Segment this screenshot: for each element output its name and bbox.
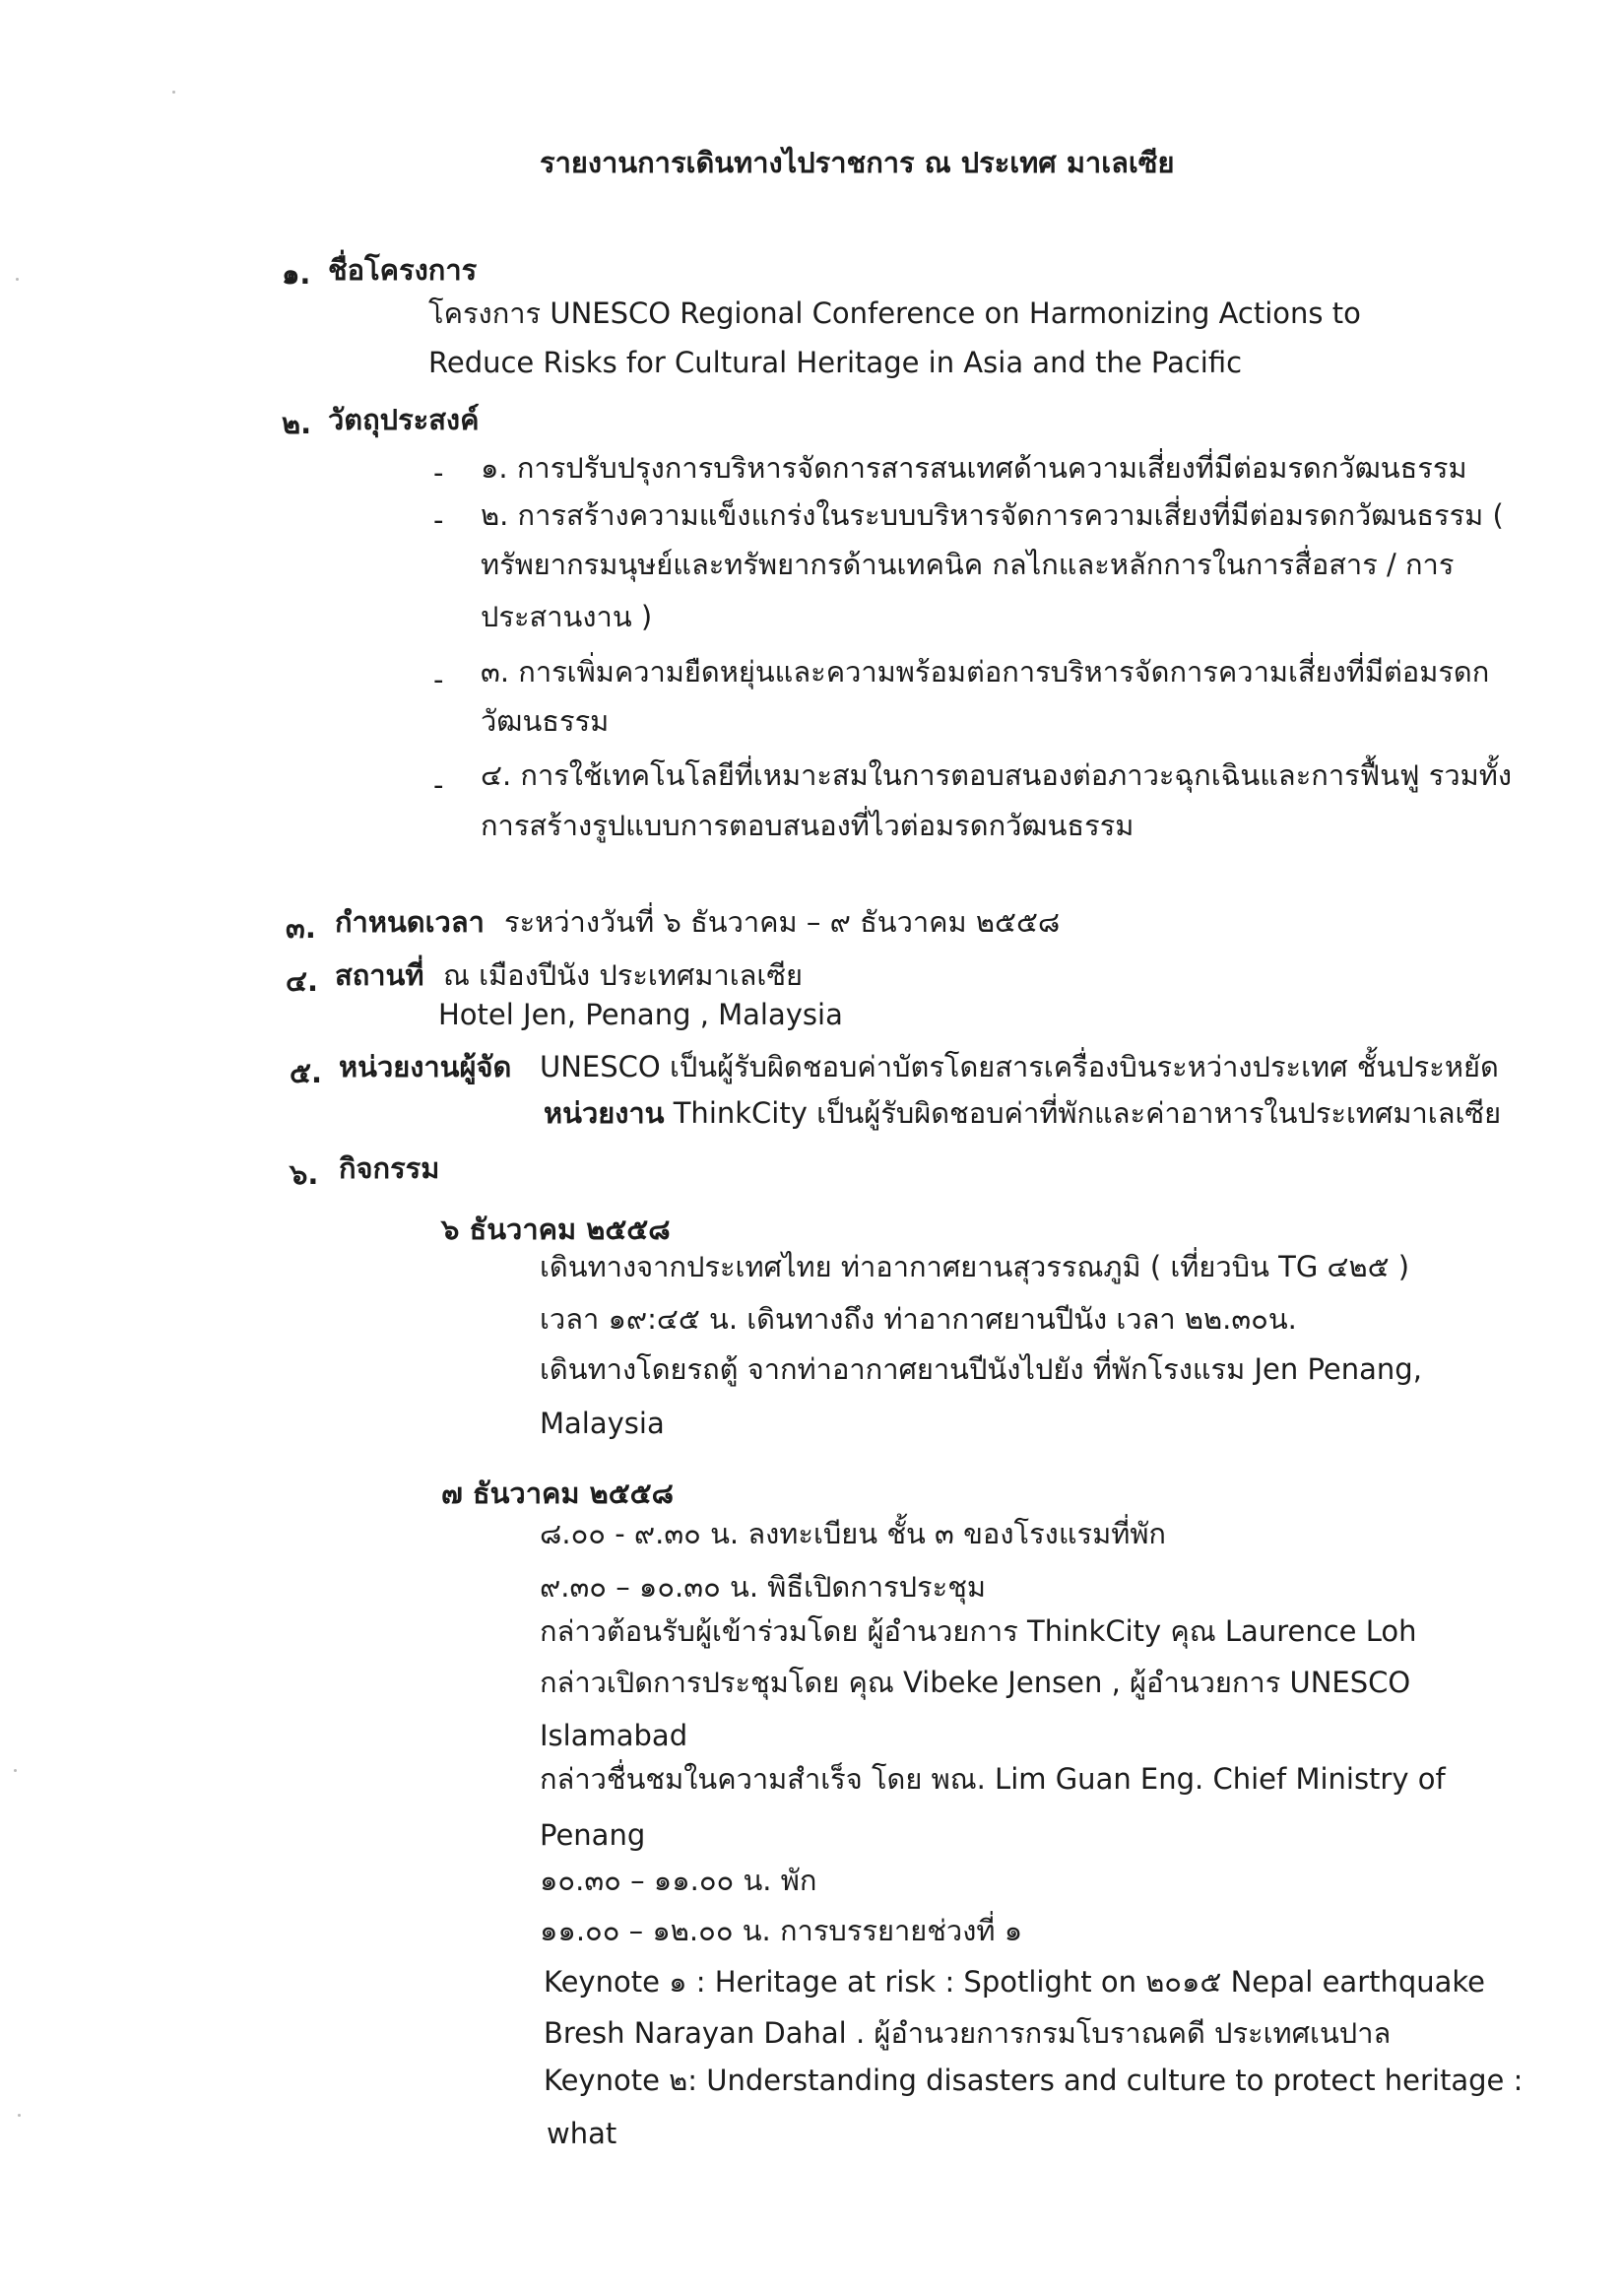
schedule-dates: ระหว่างวันที่ ๖ ธันวาคม – ๙ ธันวาคม ๒๕๕๘ [504, 905, 1061, 939]
objective-4-line-2: การสร้างรูปแบบการตอบสนองที่ไวต่อมรดกวัฒนธรรม [481, 809, 1135, 842]
objective-3-line-2: วัฒนธรรม [481, 704, 610, 738]
objective-3-line-1: ๓. การเพิ่มความยืดหยุ่นและความพร้อมต่อการบริหารจัดการความเสี่ยงที่มีต่อมรดก [481, 655, 1490, 689]
section-5-number: ๕. [290, 1056, 322, 1089]
day-2-date: ๗ ธันวาคม ๒๕๕๘ [441, 1476, 674, 1510]
day-1-line-4: Malaysia [540, 1407, 665, 1440]
document-title: รายงานการเดินทางไปราชการ ณ ประเทศ มาเลเซีย [540, 146, 1175, 179]
objective-2-line-1: ๒. การสร้างความแข็งแกร่งในระบบบริหารจัดการความเสี่ยงที่มีต่อมรดกวัฒนธรรม ( [481, 498, 1504, 532]
section-5-heading: หน่วยงานผู้จัด [339, 1050, 512, 1083]
objective-1: ๑. การปรับปรุงการบริหารจัดการสารสนเทศด้านความเสี่ยงที่มีต่อมรดกวัฒนธรรม [481, 451, 1467, 485]
organizer-unesco: UNESCO เป็นผู้รับผิดชอบค่าบัตรโดยสารเครื่องบินระหว่างประเทศ ชั้นประหยัด [540, 1050, 1499, 1083]
bullet-dash: - [433, 768, 444, 802]
scan-speck [18, 2114, 21, 2117]
day-2-line-6: กล่าวชื่นชมในความสำเร็จ โดย พณ. Lim Guan Eng. Chief Ministry of [540, 1762, 1446, 1796]
day-1-line-1: เดินทางจากประเทศไทย ท่าอากาศยานสุวรรณภูมิ ( เที่ยวบิน TG ๔๒๕ ) [540, 1250, 1410, 1283]
day-2-line-12: Keynote ๒: Understanding disasters and culture to protect heritage : [544, 2064, 1524, 2097]
bullet-dash: - [433, 663, 444, 696]
section-1-number: ๑. [282, 257, 311, 291]
bullet-dash: - [433, 503, 444, 537]
objective-2-line-2: ทรัพยากรมนุษย์และทรัพยากรด้านเทคนิค กลไกและหลักการในการสื่อสาร / การ [481, 548, 1455, 581]
venue: ณ เมืองปีนัง ประเทศมาเลเซีย [443, 958, 804, 992]
section-6-number: ๖. [290, 1157, 319, 1191]
section-2-number: ๒. [282, 407, 312, 440]
organizer-thinkcity-text: ThinkCity เป็นผู้รับผิดชอบค่าที่พักและค่าอาหารในประเทศมาเลเซีย [664, 1096, 1502, 1130]
bullet-dash: - [433, 456, 444, 490]
section-4-heading: สถานที่ [335, 958, 424, 992]
day-2-line-10: Keynote ๑ : Heritage at risk : Spotlight on ๒๐๑๕ Nepal earthquake [544, 1965, 1486, 1999]
day-1-date: ๖ ธันวาคม ๒๕๕๘ [441, 1213, 671, 1246]
day-2-line-7: Penang [540, 1818, 646, 1852]
objective-2-line-3: ประสานงาน ) [481, 600, 653, 633]
section-1-heading: ชื่อโครงการ [328, 253, 478, 287]
day-2-line-2: ๙.๓๐ – ๑๐.๓๐ น. พิธีเปิดการประชุม [540, 1570, 986, 1604]
day-2-line-4: กล่าวเปิดการประชุมโดย คุณ Vibeke Jensen , ผู้อำนวยการ UNESCO [540, 1666, 1411, 1699]
organizer-thinkcity-label: หน่วยงาน [544, 1096, 665, 1130]
day-1-line-3: เดินทางโดยรถตู้ จากท่าอากาศยานปีนังไปยัง ที่พักโรงแรม Jen Penang, [540, 1352, 1422, 1386]
day-2-line-3: กล่าวต้อนรับผู้เข้าร่วมโดย ผู้อำนวยการ ThinkCity คุณ Laurence Loh [540, 1614, 1417, 1648]
section-3-heading: กำหนดเวลา [335, 905, 485, 939]
organizer-thinkcity [544, 1093, 1501, 1133]
section-4-number: ๔. [286, 964, 318, 998]
day-2-line-11: Bresh Narayan Dahal . ผู้อำนวยการกรมโบราณคดี ประเทศเนปาล [544, 2016, 1392, 2050]
project-name-line-1: โครงการ UNESCO Regional Conference on Harmonizing Actions to [428, 296, 1361, 330]
day-2-line-8: ๑๐.๓๐ – ๑๑.๐๐ น. พัก [540, 1864, 817, 1897]
day-2-line-5: Islamabad [540, 1719, 688, 1752]
project-name-line-2: Reduce Risks for Cultural Heritage in Asia and the Pacific [428, 346, 1243, 379]
section-6-heading: กิจกรรม [339, 1151, 440, 1185]
day-2-line-9: ๑๑.๐๐ – ๑๒.๐๐ น. การบรรยายช่วงที่ ๑ [540, 1914, 1023, 1947]
section-2-heading: วัตถุประสงค์ [328, 403, 480, 436]
scan-speck [16, 278, 19, 281]
section-3-number: ๓. [286, 911, 316, 945]
day-1-line-2: เวลา ๑๙:๔๕ น. เดินทางถึง ท่าอากาศยานปีนัง เวลา ๒๒.๓๐น. [540, 1302, 1297, 1336]
objective-4-line-1: ๔. การใช้เทคโนโลยีที่เหมาะสมในการตอบสนองต่อภาวะฉุกเฉินและการฟื้นฟู รวมทั้ง [481, 758, 1513, 792]
scan-speck [14, 1769, 17, 1772]
day-2-line-13: what [547, 2117, 617, 2150]
day-2-line-1: ๘.๐๐ - ๙.๓๐ น. ลงทะเบียน ชั้น ๓ ของโรงแรมที่พัก [540, 1517, 1166, 1550]
venue-hotel: Hotel Jen, Penang , Malaysia [438, 998, 843, 1031]
scan-speck [172, 91, 175, 94]
